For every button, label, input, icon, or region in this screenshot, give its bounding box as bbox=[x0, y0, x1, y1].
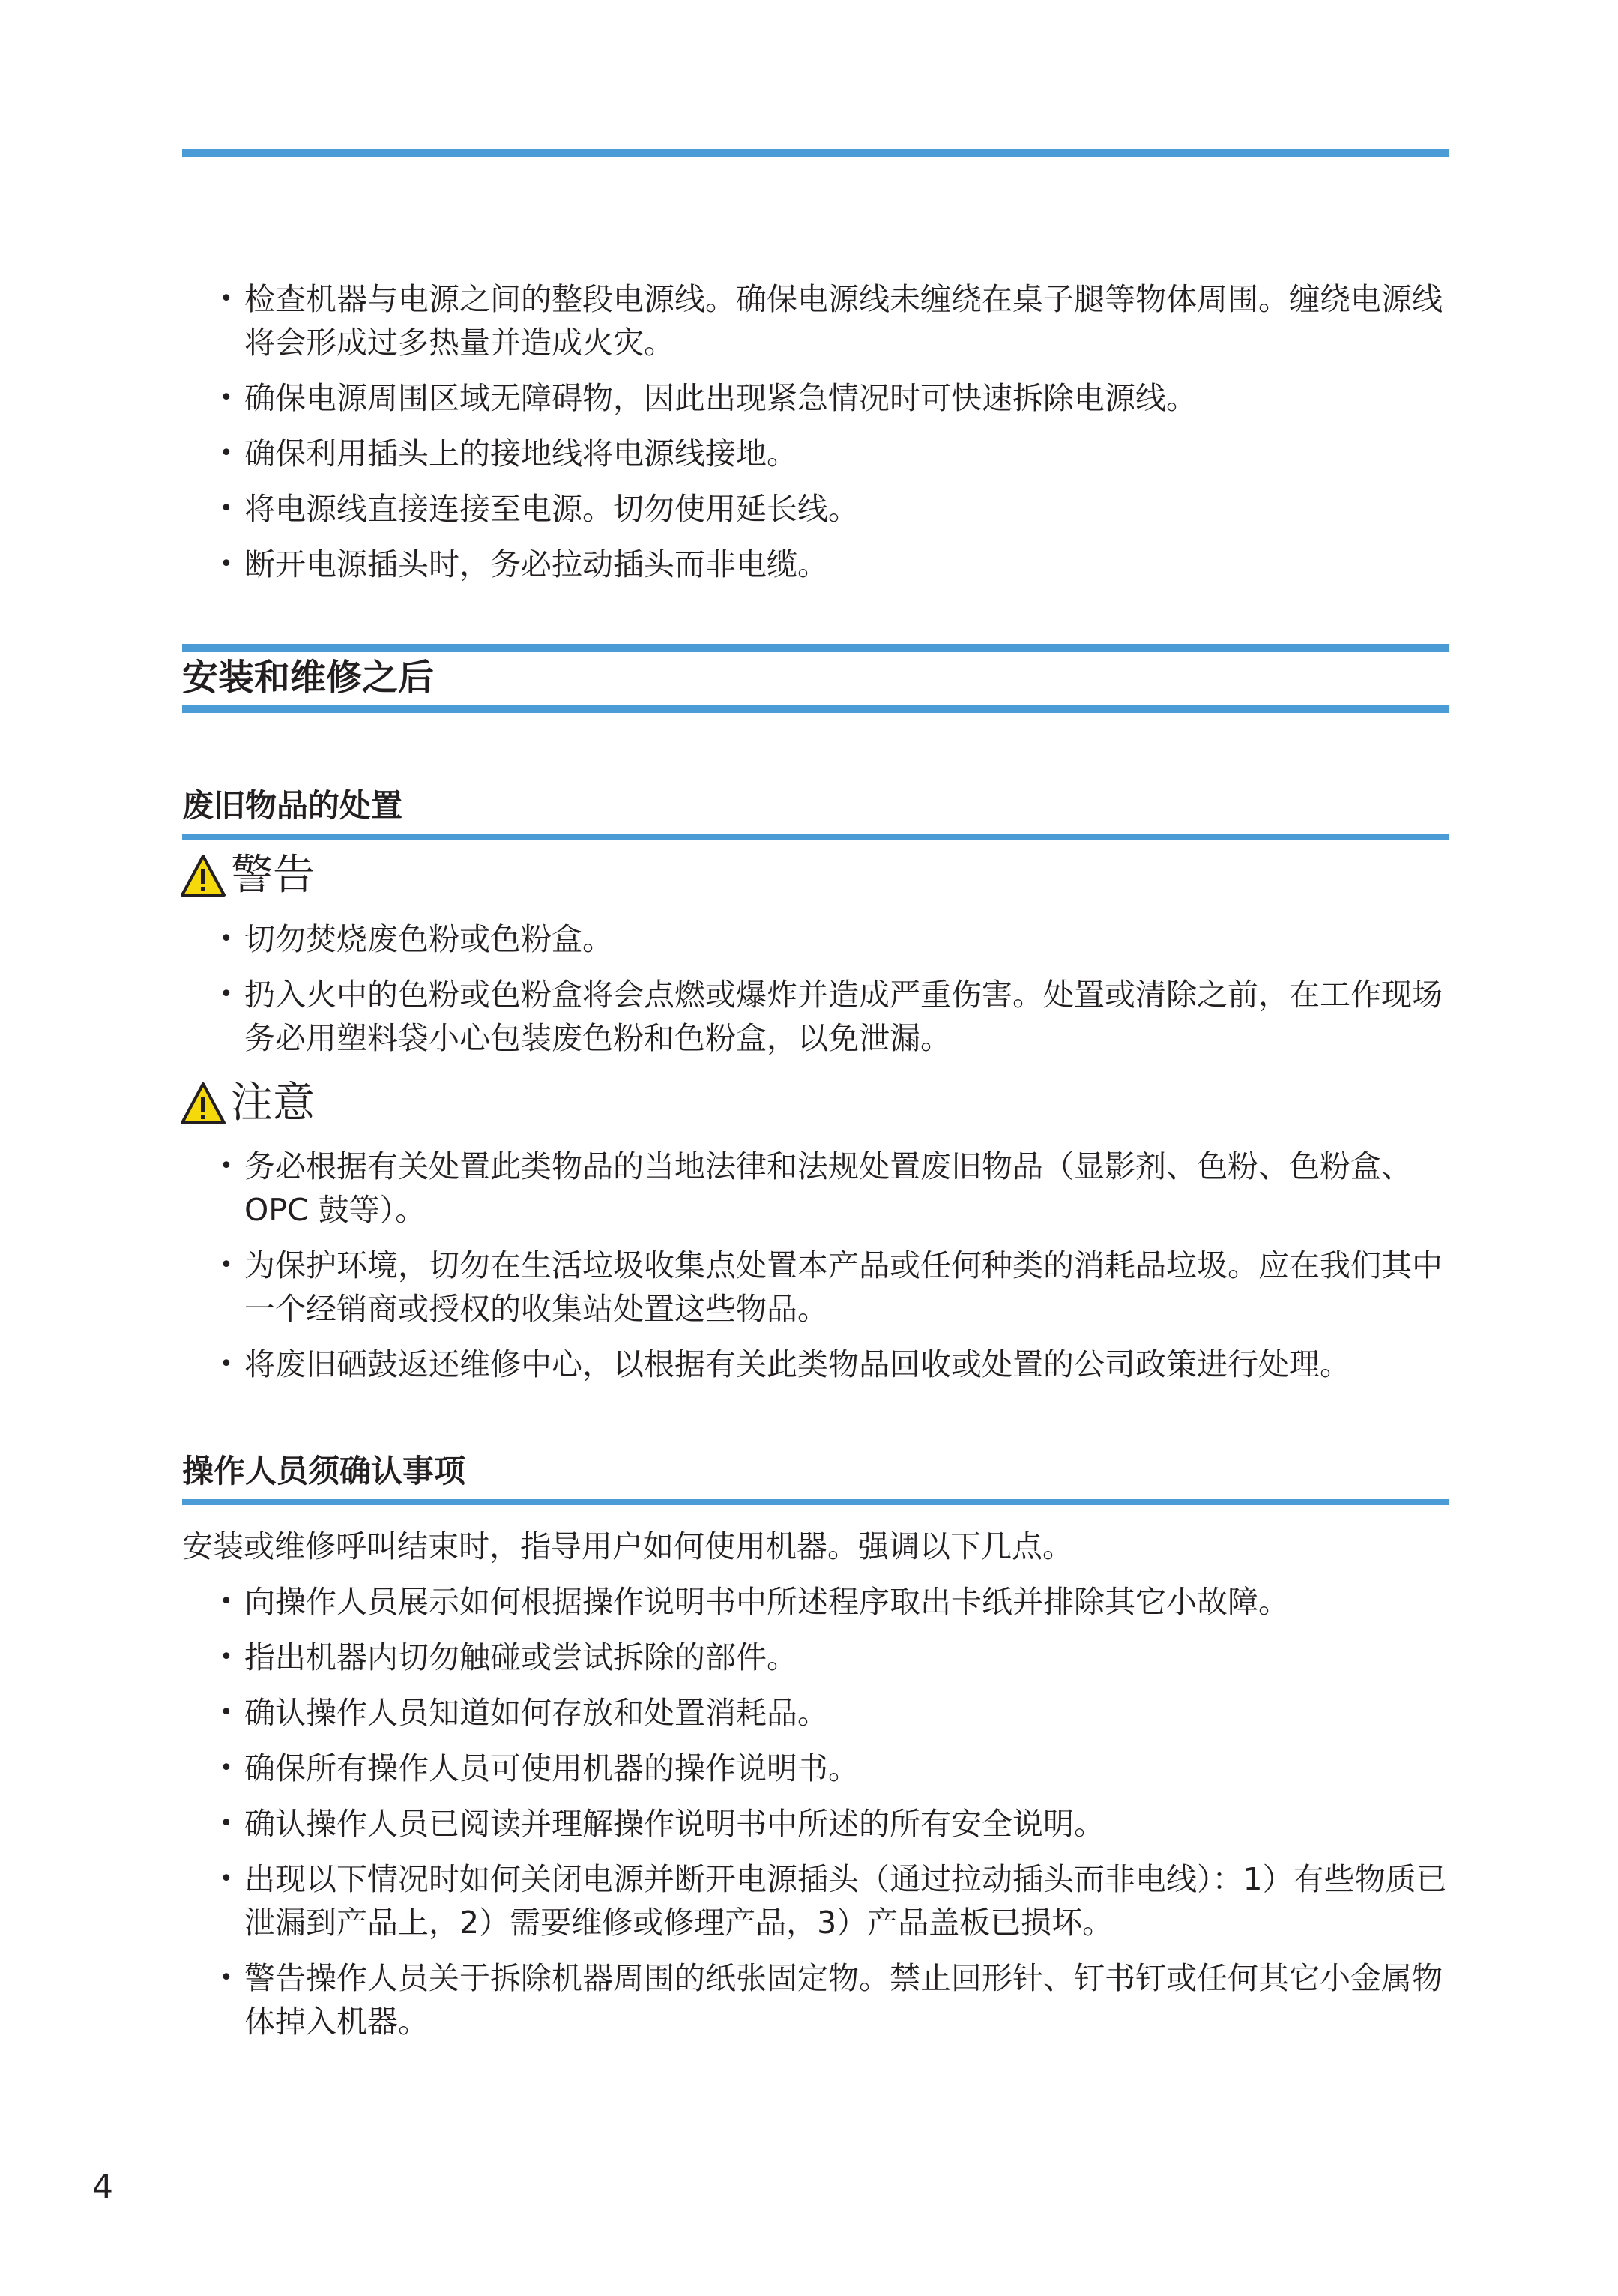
header-rule bbox=[182, 149, 1449, 157]
caution-notice bbox=[180, 1077, 315, 1130]
list-item: • 切勿焚烧废色粉或色粉盒。 bbox=[182, 918, 1449, 961]
list-item: • 为保护环境，切勿在生活垃圾收集点处置本产品或任何种类的消耗品垃圾。应在我们其中一个经销商或授权的收集站处置这些物品。 bbox=[182, 1244, 1449, 1331]
disposal-rule bbox=[182, 834, 1449, 840]
list-item: • 指出机器内切勿触碰或尝试拆除的部件。 bbox=[182, 1636, 1449, 1679]
list-item: • 确保所有操作人员可使用机器的操作说明书。 bbox=[182, 1747, 1449, 1790]
list-item: • 出现以下情况时如何关闭电源并断开电源插头（通过拉动插头而非电线）：1）有些物质已泄漏到产品上，2）需要维修或修理产品，3）产品盖板已损坏。 bbox=[182, 1857, 1449, 1944]
list-item: • 向操作人员展示如何根据操作说明书中所述程序取出卡纸并排除其它小故障。 bbox=[182, 1580, 1449, 1624]
section-rule-bottom bbox=[182, 705, 1449, 713]
list-item: • 断开电源插头时，务必拉动插头而非电缆。 bbox=[182, 543, 1449, 586]
list-item: • 确认操作人员知道如何存放和处置消耗品。 bbox=[182, 1691, 1449, 1735]
list-item: • 警告操作人员关于拆除机器周围的纸张固定物。禁止回形针、钉书钉或任何其它小金属物体掉入机器。 bbox=[182, 1956, 1449, 2043]
warning-triangle-icon bbox=[180, 854, 226, 897]
list-item: • 扔入火中的色粉或色粉盒将会点燃或爆炸并造成严重伤害。处置或清除之前，在工作现场务必用塑料袋小心包装废色粉和色粉盒，以免泄漏。 bbox=[182, 973, 1449, 1060]
section-title: 安装和维修之后 bbox=[182, 657, 435, 699]
list-item: • 将电源线直接连接至电源。切勿使用延长线。 bbox=[182, 487, 1449, 531]
caution-label: 注意 bbox=[231, 1079, 315, 1127]
list-item: • 确认操作人员已阅读并理解操作说明书中所述的所有安全说明。 bbox=[182, 1802, 1449, 1845]
operator-rule bbox=[182, 1499, 1449, 1505]
list-item: • 务必根据有关处置此类物品的当地法律和法规处置废旧物品（显影剂、色粉、色粉盒、OPC 鼓等）。 bbox=[182, 1145, 1449, 1232]
caution-triangle-icon bbox=[180, 1082, 226, 1125]
list-item: • 确保利用插头上的接地线将电源线接地。 bbox=[182, 432, 1449, 475]
list-item: • 确保电源周围区域无障碍物，因此出现紧急情况时可快速拆除电源线。 bbox=[182, 376, 1449, 420]
section-rule-top bbox=[182, 644, 1449, 652]
warning-notice bbox=[180, 849, 315, 902]
warning-label: 警告 bbox=[231, 851, 315, 900]
warning-list bbox=[182, 918, 1449, 1060]
operator-intro: 安装或维修呼叫结束时，指导用户如何使用机器。强调以下几点。 bbox=[182, 1528, 1073, 1564]
operator-list bbox=[182, 1580, 1449, 2043]
list-item: • 将废旧硒鼓返还维修中心，以根据有关此类物品回收或处置的公司政策进行处理。 bbox=[182, 1343, 1449, 1386]
disposal-title: 废旧物品的处置 bbox=[182, 787, 403, 824]
page-number: 4 bbox=[92, 2168, 113, 2206]
list-item: • 检查机器与电源之间的整段电源线。确保电源线未缠绕在桌子腿等物体周围。缠绕电源线将会形成过多热量并造成火灾。 bbox=[182, 277, 1449, 364]
power-cord-list bbox=[182, 277, 1449, 586]
caution-list bbox=[182, 1145, 1449, 1386]
operator-title: 操作人员须确认事项 bbox=[182, 1453, 466, 1489]
